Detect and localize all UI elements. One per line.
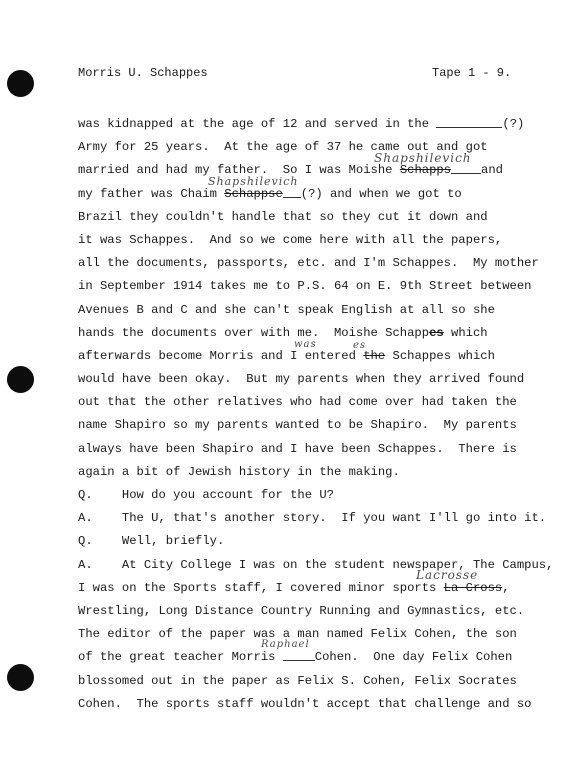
header-name: Morris U. Schappes <box>78 66 208 80</box>
handwritten-note: Lacrosse <box>416 567 479 582</box>
text-line: A. At City College I was on the student newspaper, The Campus, <box>78 557 554 572</box>
handwritten-note: Shapshilevich <box>208 174 299 188</box>
text-line: would have been okay. But my parents when they arrived found <box>78 372 525 387</box>
binder-hole-middle <box>7 366 34 393</box>
header-tape: Tape 1 - 9. <box>432 66 512 80</box>
text-line: it was Schappes. And so we come here with all the papers, <box>78 232 503 247</box>
binder-hole-bottom <box>7 664 34 691</box>
text-line: was kidnapped at the age of 12 and served in the (?) <box>78 117 525 131</box>
handwritten-note: Raphael <box>261 639 310 651</box>
text-line: Q. How do you account for the U? <box>78 488 334 502</box>
text-line: name Shapiro so my parents wanted to be Shapiro. My parents <box>78 418 517 433</box>
text-line: I was on the Sports staff, I covered minor sports La Cross, Lacrosse <box>78 577 578 600</box>
text-line: all the documents, passports, etc. and I'm Schappes. My mother <box>78 256 539 271</box>
text-line: afterwards become Morris and I entered the Schappes which was es <box>78 345 578 368</box>
text-line: Cohen. The sports staff wouldn't accept that challenge and so <box>78 696 532 711</box>
text-line: out that the other relatives who had come over had taken the <box>78 395 517 410</box>
binder-hole-top <box>7 70 34 97</box>
struck-word: Schapps <box>399 163 452 178</box>
handwritten-note: was <box>294 338 317 350</box>
text-line: Wrestling, Long Distance Country Running and Gymnastics, etc. <box>78 603 525 618</box>
text-line: Army for 25 years. At the age of 37 he came out and got <box>78 140 488 155</box>
struck-word: Schappse <box>224 186 283 201</box>
text-line: always have been Shapiro and I have been Schappes. There is <box>78 441 517 456</box>
blank-underline <box>436 115 502 128</box>
handwritten-note: Shapshilevich <box>374 151 472 166</box>
text-line: again a bit of Jewish history in the making. <box>78 464 400 479</box>
text-line: of the great teacher Morris Cohen. One day Felix Cohen Raphael <box>78 646 578 669</box>
transcript-body <box>78 113 578 716</box>
handwritten-note: es <box>353 339 367 351</box>
struck-word: La Cross <box>443 580 503 595</box>
text-line: married and had my father. So I was Moishe Schapps and Shapshilevich <box>78 159 578 182</box>
text-line: Brazil they couldn't handle that so they cut it down and <box>78 209 488 224</box>
text-line: my father was Chaim Schappse (?) and when we got to Shapshilevich <box>78 183 578 206</box>
text-line: blossomed out in the paper as Felix S. Cohen, Felix Socrates <box>78 673 517 688</box>
struck-word: es <box>429 325 444 340</box>
text-line: hands the documents over with me. Moishe Schappes which <box>78 325 488 340</box>
text-line: A. The U, that's another story. If you want I'll go into it. <box>78 511 547 526</box>
text-line: Q. Well, briefly. <box>78 534 225 549</box>
text-line: in September 1914 takes me to P.S. 64 on E. 9th Street between <box>78 279 532 294</box>
text-line: The editor of the paper was a man named Felix Cohen, the son <box>78 627 517 642</box>
struck-word: the <box>363 348 386 363</box>
text-line: Avenues B and C and she can't speak English at all so she <box>78 302 495 317</box>
